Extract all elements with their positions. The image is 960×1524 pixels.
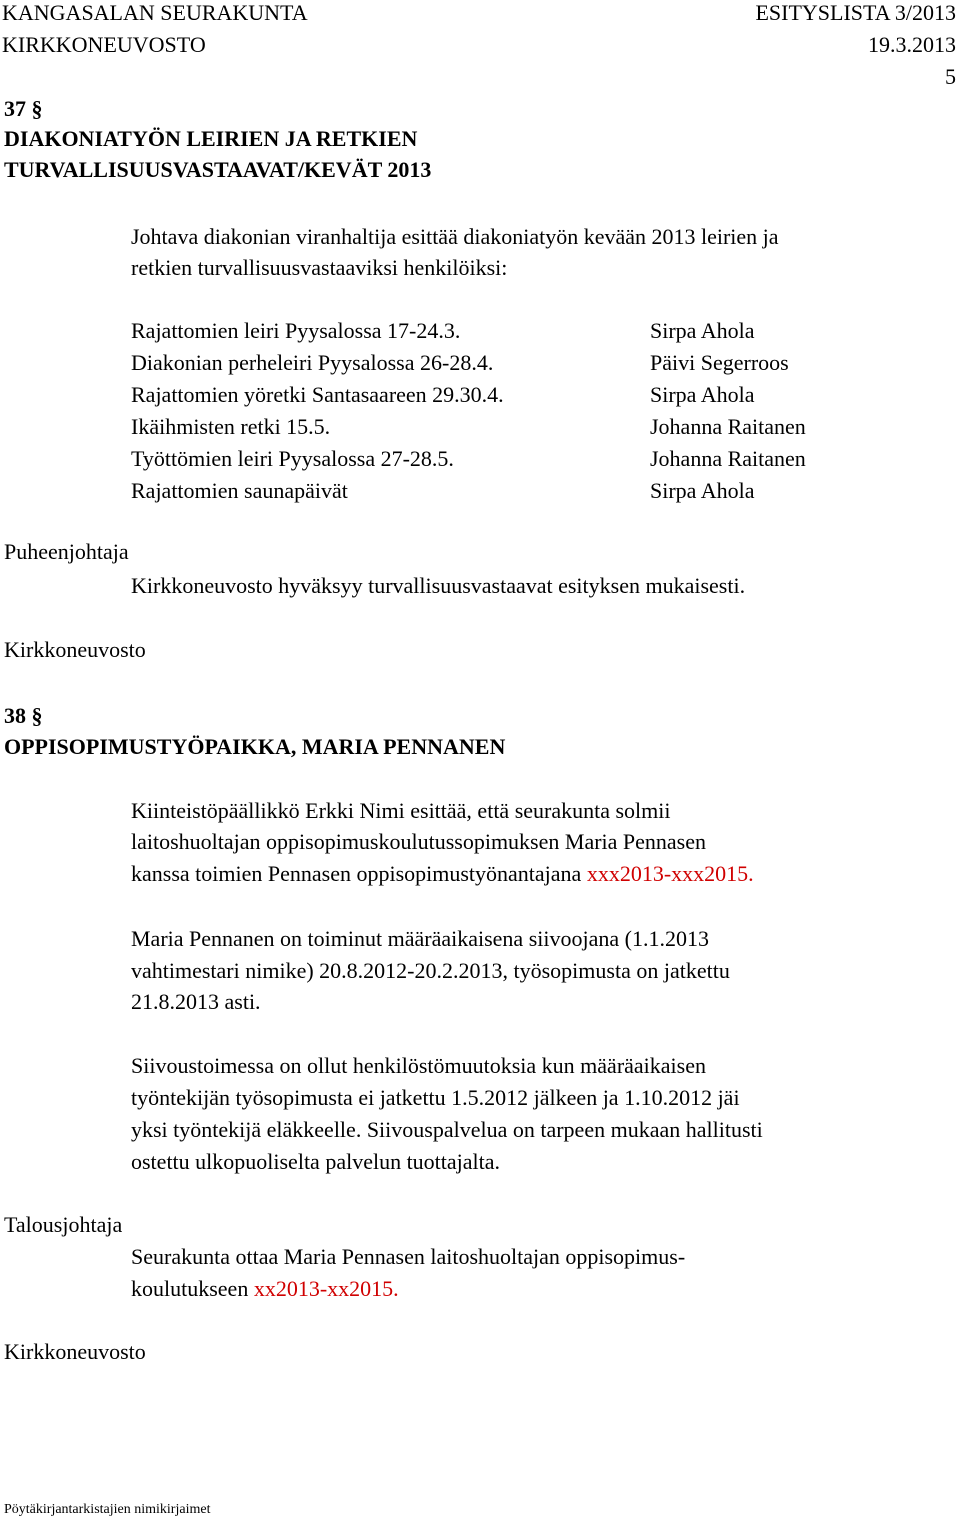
event-name: Rajattomien leiri Pyysalossa 17-24.3. [131,318,461,343]
s38-p3-line4: ostettu ulkopuoliselta palvelun tuottajalta. [131,1149,501,1174]
section-37-title-line1: DIAKONIATYÖN LEIRIEN JA RETKIEN [4,126,418,151]
event-person: Sirpa Ahola [650,318,755,343]
s38-period-placeholder: xxx2013-xxx2015. [586,861,754,886]
event-person: Sirpa Ahola [650,478,755,503]
finance-label: Talousjohtaja [4,1212,123,1237]
council-label-38: Kirkkoneuvosto [4,1339,146,1364]
s38-fin-line2-text: koulutukseen [131,1276,254,1301]
section-37-title-line2: TURVALLISUUSVASTAAVAT/KEVÄT 2013 [4,157,432,182]
section-37-intro-line1: Johtava diakonian viranhaltija esittää diakoniatyön kevään 2013 leirien ja [131,224,779,249]
header-date: 19.3.2013 [868,32,956,57]
event-name: Rajattomien yöretki Santasaareen 29.30.4. [131,382,504,407]
header-body: KIRKKONEUVOSTO [2,32,206,57]
page-number: 5 [945,64,956,89]
s38-p1-line1: Kiinteistöpäällikkö Erkki Nimi esittää, että seurakunta solmii [131,798,671,823]
s38-p1-line3-text: kanssa toimien Pennasen oppisopimustyönantajana [131,861,587,886]
section-37-intro-line2: retkien turvallisuusvastaaviksi henkilöiksi: [131,255,508,280]
event-person: Johanna Raitanen [650,414,806,439]
s38-p3-line2: työntekijän työsopimusta ei jatkettu 1.5.2012 jälkeen ja 1.10.2012 jäi [131,1085,740,1110]
header-doc: ESITYSLISTA 3/2013 [755,0,956,25]
chair-label: Puheenjohtaja [4,539,129,564]
s38-p2-line1: Maria Pennanen on toiminut määräaikaisena siivoojana (1.1.2013 [131,926,709,951]
s38-fin-period-placeholder: xx2013-xx2015. [253,1276,399,1301]
section-38-number: 38 § [4,703,43,728]
s38-fin-line1: Seurakunta ottaa Maria Pennasen laitoshuoltajan oppisopimus- [131,1244,686,1269]
s38-p2-line3: 21.8.2013 asti. [131,989,261,1014]
event-person: Johanna Raitanen [650,446,806,471]
section-37-number: 37 § [4,96,43,121]
event-name: Rajattomien saunapäivät [131,478,348,503]
s38-p2-line2: vahtimestari nimike) 20.8.2012-20.2.2013, työsopimusta on jatkettu [131,958,730,983]
footer-initials-label: Pöytäkirjantarkistajien nimikirjaimet [4,1502,211,1517]
event-name: Ikäihmisten retki 15.5. [131,414,331,439]
s38-p1-line2: laitoshuoltajan oppisopimuskoulutussopimuksen Maria Pennasen [131,829,707,854]
s38-p1-line3 [131,858,754,889]
s38-fin-line2 [131,1273,399,1304]
event-person: Sirpa Ahola [650,382,755,407]
section-37-proposal: Kirkkoneuvosto hyväksyy turvallisuusvastaavat esityksen mukaisesti. [131,573,746,598]
header-org: KANGASALAN SEURAKUNTA [2,0,308,25]
event-name: Diakonian perheleiri Pyysalossa 26-28.4. [131,350,494,375]
event-person: Päivi Segerroos [650,350,789,375]
s38-p3-line3: yksi työntekijä eläkkeelle. Siivouspalvelua on tarpeen mukaan hallitusti [131,1117,763,1142]
s38-p3-line1: Siivoustoimessa on ollut henkilöstömuutoksia kun määräaikaisen [131,1053,706,1078]
council-label-37: Kirkkoneuvosto [4,637,146,662]
section-38-title: OPPISOPIMUSTYÖPAIKKA, MARIA PENNANEN [4,734,506,759]
event-name: Työttömien leiri Pyysalossa 27-28.5. [131,446,454,471]
